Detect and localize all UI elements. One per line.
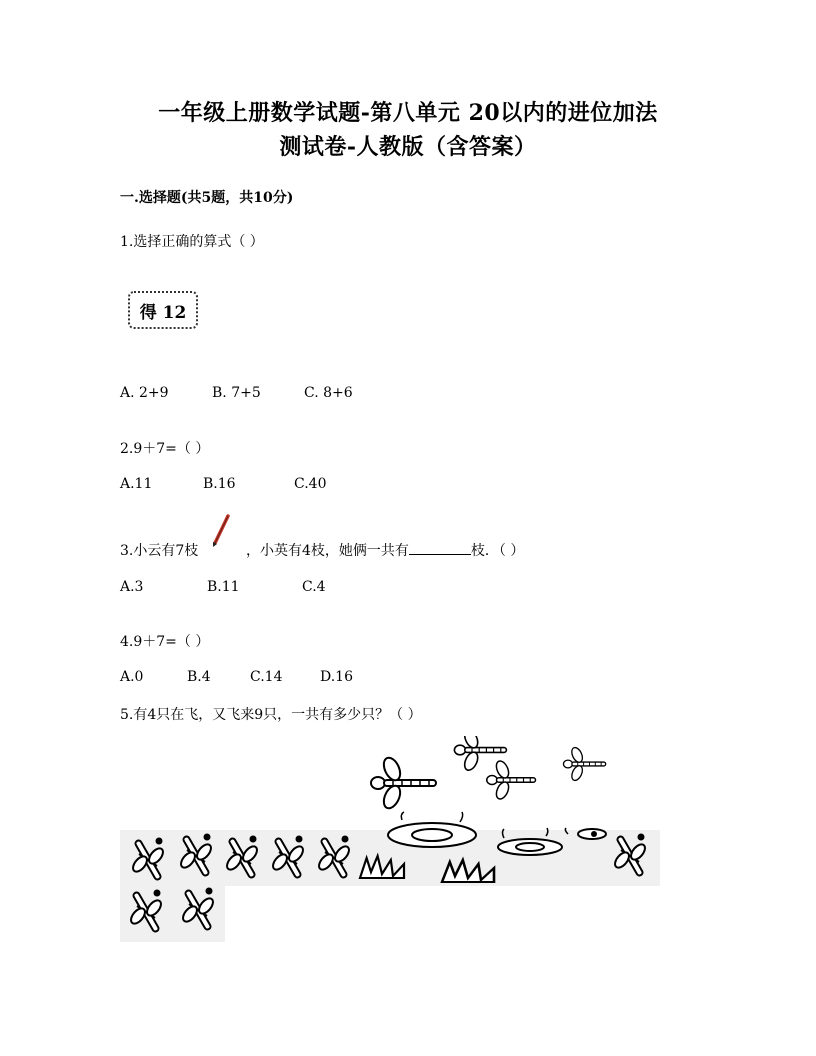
question-2-option-c[interactable]: C.40 (294, 476, 327, 492)
question-5-stem: 5.有4只在飞，又飞来9只，一共有多少只？（ ） (120, 707, 422, 723)
dragonfly-illustration (120, 736, 660, 942)
question-1-badge: 得 12 (128, 291, 198, 329)
pond-icon (388, 812, 476, 847)
question-2-stem: 2.9＋7=（ ） (120, 441, 210, 457)
pencil-icon (210, 514, 232, 548)
section-heading: 一.选择题(共5题，共10分) (120, 190, 294, 206)
question-3-stem-part-b: ，小英有4枝，她俩一共有 (246, 543, 409, 559)
question-3-option-a[interactable]: A.3 (120, 579, 144, 595)
question-1-option-a[interactable]: A. 2+9 (120, 385, 169, 401)
question-4-option-c[interactable]: C.14 (250, 669, 283, 685)
question-4-stem: 4.9＋7=（ ） (120, 634, 210, 650)
answer-blank[interactable] (409, 540, 471, 555)
question-1-option-c[interactable]: C. 8+6 (304, 385, 353, 401)
question-4-option-a[interactable]: A.0 (120, 669, 144, 685)
question-2-option-b[interactable]: B.16 (203, 476, 236, 492)
dragonfly-icon (371, 755, 436, 811)
dragonfly-icon (487, 759, 536, 801)
question-3-stem-line (246, 540, 524, 560)
question-3-option-b[interactable]: B.11 (207, 579, 240, 595)
question-1-stem: 1.选择正确的算式（ ） (120, 234, 264, 250)
question-3-stem-part-a: 3.小云有7枝 (120, 543, 199, 559)
question-4-option-b[interactable]: B.4 (187, 669, 211, 685)
page-title-line2: 测试卷-人教版（含答案） (279, 134, 537, 160)
question-1-option-b[interactable]: B. 7+5 (212, 385, 261, 401)
question-3-option-c[interactable]: C.4 (302, 579, 326, 595)
question-3-stem-part-c: 枝．（ ） (470, 543, 525, 559)
question-2-option-a[interactable]: A.11 (120, 476, 153, 492)
page-title-line1: 一年级上册数学试题-第八单元 20以内的进位加法 (158, 100, 658, 126)
dragonfly-icon (563, 746, 605, 782)
question-4-option-d[interactable]: D.16 (320, 669, 353, 685)
